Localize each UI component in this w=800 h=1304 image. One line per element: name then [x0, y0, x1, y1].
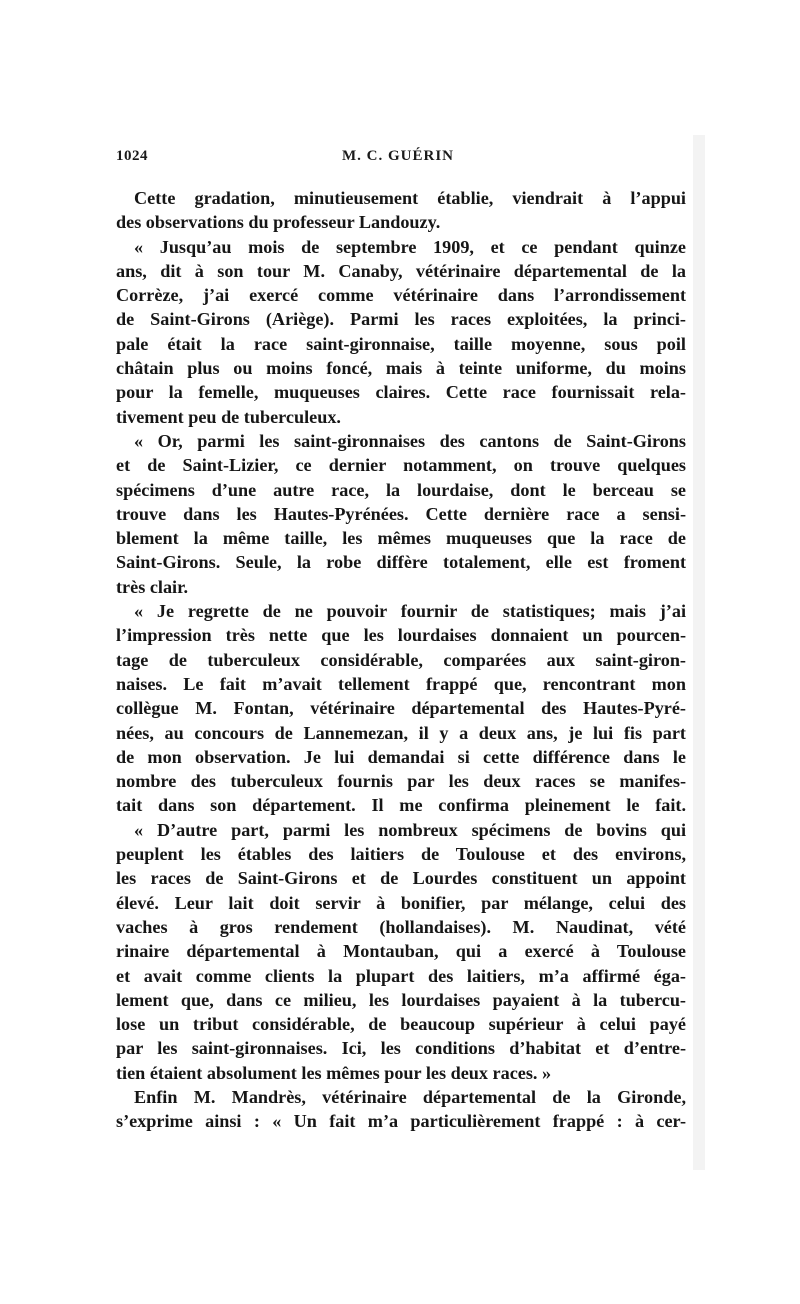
text-line: Saint-Girons. Seule, la robe diffère totalement, elle est froment: [116, 552, 686, 573]
text-line: Corrèze, j’ai exercé comme vétérinaire dans l’arrondissement: [116, 285, 686, 306]
text-line: s’exprime ainsi : « Un fait m’a particulièrement frappé : à cer-: [116, 1111, 686, 1132]
text-line: de Saint-Girons (Ariège). Parmi les races exploitées, la princi-: [116, 309, 686, 330]
scan-margin-shade: [693, 135, 705, 1170]
text-line: « Or, parmi les saint-gironnaises des cantons de Saint-Girons: [134, 430, 686, 451]
text-line: ans, dit à son tour M. Canaby, vétérinaire départemental de la: [116, 260, 686, 281]
text-line: des observations du professeur Landouzy.: [116, 212, 441, 233]
text-line: rinaire départemental à Montauban, qui a exercé à Toulouse: [116, 941, 686, 962]
text-line: et de Saint-Lizier, ce dernier notamment, on trouve quelques: [116, 455, 686, 476]
text-line: collègue M. Fontan, vétérinaire départemental des Hautes-Pyré-: [116, 698, 686, 719]
text-line: spécimens d’une autre race, la lourdaise, dont le berceau se: [116, 479, 686, 500]
text-line: pale était la race saint-gironnaise, taille moyenne, sous poil: [116, 333, 686, 354]
page-header: [116, 144, 686, 172]
text-line: les races de Saint-Girons et de Lourdes constituent un appoint: [116, 868, 686, 889]
text-line: tait dans son département. Il me confirma pleinement le fait.: [116, 795, 686, 816]
text-line: lement que, dans ce milieu, les lourdaises payaient à la tubercu-: [116, 989, 686, 1010]
body-text: [116, 186, 686, 1134]
text-line: vaches à gros rendement (hollandaises). M. Naudinat, vété: [116, 916, 686, 937]
text-line: lose un tribut considérable, de beaucoup supérieur à celui payé: [116, 1014, 686, 1035]
text-line: blement la même taille, les mêmes muqueuses que la race de: [116, 528, 686, 549]
text-line: par les saint-gironnaises. Ici, les conditions d’habitat et d’entre-: [116, 1038, 686, 1059]
text-line: élevé. Leur lait doit servir à bonifier, par mélange, celui des: [116, 892, 686, 913]
text-line: l’impression très nette que les lourdaises donnaient un pourcen-: [116, 625, 686, 646]
text-line: « Jusqu’au mois de septembre 1909, et ce pendant quinze: [134, 236, 686, 257]
text-line: tien étaient absolument les mêmes pour les deux races. »: [116, 1062, 552, 1083]
text-line: « Je regrette de ne pouvoir fournir de statistiques; mais j’ai: [134, 601, 686, 622]
text-line: « D’autre part, parmi les nombreux spécimens de bovins qui: [134, 819, 686, 840]
page-number: 1024: [116, 148, 148, 164]
running-head-author: M. C. GUÉRIN: [342, 148, 454, 164]
text-line: tivement peu de tuberculeux.: [116, 406, 341, 427]
text-line: et avait comme clients la plupart des laitiers, m’a affirmé éga-: [116, 965, 686, 986]
text-line: naises. Le fait m’avait tellement frappé que, rencontrant mon: [116, 673, 686, 694]
text-line: nombre des tuberculeux fournis par les deux races se manifes-: [116, 771, 686, 792]
text-line: Enfin M. Mandrès, vétérinaire départemental de la Gironde,: [134, 1086, 686, 1107]
text-line: de mon observation. Je lui demandai si cette différence dans le: [116, 746, 686, 767]
text-line: tage de tuberculeux considérable, comparées aux saint-giron-: [116, 649, 686, 670]
text-line: châtain plus ou moins foncé, mais à teinte uniforme, du moins: [116, 358, 686, 379]
text-line: peuplent les étables des laitiers de Toulouse et des environs,: [116, 844, 686, 865]
text-line: nées, au concours de Lannemezan, il y a deux ans, je lui fis part: [116, 722, 686, 743]
text-line: pour la femelle, muqueuses claires. Cette race fournissait rela-: [116, 382, 686, 403]
text-line: Cette gradation, minutieusement établie, viendrait à l’appui: [134, 188, 686, 208]
text-line: trouve dans les Hautes-Pyrénées. Cette dernière race a sensi-: [116, 503, 686, 524]
text-line: très clair.: [116, 576, 189, 597]
